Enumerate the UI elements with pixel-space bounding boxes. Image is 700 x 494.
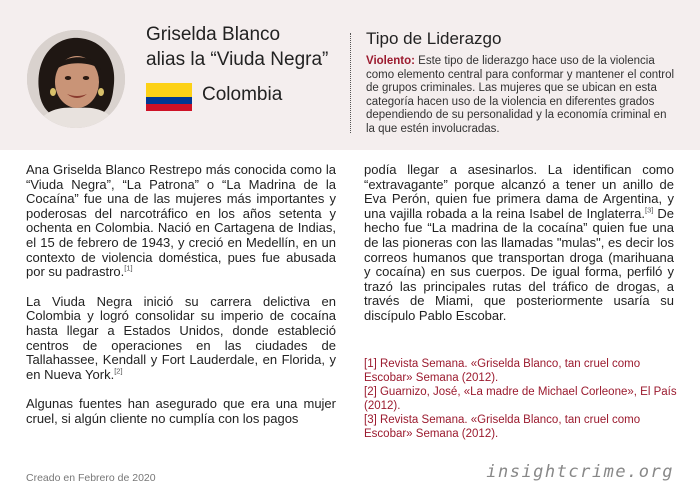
name-line-1: Griselda Blanco: [146, 24, 281, 45]
paragraph-4-text-b: De hecho fue “La madrina de la cocaína” quien fue una de las pioneras con las llamadas "mulas", es decir los correos humanos que transportan droga (marihuana y cocaína) en sus cuerpos. De igual forma, perfiló y trazó las principales rutas del tráfico de drogas, a través de Miami, que posteriormente usaría su discípulo Pablo Escobar.: [364, 205, 675, 323]
creation-date: Creado en Febrero de 2020: [26, 472, 156, 484]
paragraph-4: [364, 163, 674, 324]
leadership-type-label: Violento:: [366, 55, 415, 67]
leadership-type-text: Este tipo de liderazgo hace uso de la violencia como elemento central para conformar y mantener el control de grupos criminales. Las mujeres que se ubican en esta categoría hacen uso de la violencia en diferentes grados dependiendo de su personalidad y la economía criminal en la que estén involucradas.: [366, 55, 675, 135]
leadership-description: [366, 55, 676, 137]
paragraph-3: [26, 397, 336, 426]
country-label: Colombia: [202, 84, 283, 105]
body-column-left: [26, 163, 336, 442]
paragraph-1-text: Ana Griselda Blanco Restrepo más conocida como la “Viuda Negra”, “La Patrona” o “La Madrina de la Cocaína” fue una de las mujeres más importantes y poderosas del narcotráfico en los años setenta y ochenta en Colombia. Nació en Cartagena de Indias, el 15 de febrero de 1943, y creció en Medellín, en un contexto de violencia doméstica, pues fue abusada por su padrastro.: [26, 162, 336, 280]
reference-item[interactable]: [1] Revista Semana. «Griselda Blanco, tan cruel como Escobar» Semana (2012).: [364, 358, 641, 384]
footnote-ref-1[interactable]: [1]: [124, 263, 133, 273]
footnote-ref-3[interactable]: [3]: [645, 205, 654, 215]
paragraph-1: [26, 163, 336, 280]
person-name: [146, 22, 328, 72]
alias-line: alias la “Viuda Negra”: [146, 49, 329, 70]
reference-item[interactable]: [3] Revista Semana. «Griselda Blanco, tan cruel como Escobar» Semana (2012).: [364, 414, 641, 440]
brand-logo[interactable]: insightcrime.org: [486, 462, 674, 482]
colombia-flag-icon: [146, 83, 192, 111]
footnote-ref-2[interactable]: [2]: [114, 366, 123, 376]
leadership-title: Tipo de Liderazgo: [366, 29, 502, 48]
paragraph-3-text: Algunas fuentes han asegurado que era una mujer cruel, si algún cliente no cumplía con los pagos: [26, 396, 336, 426]
paragraph-2-text: La Viuda Negra inició su carrera delictiva en Colombia y logró consolidar su imperio de cocaína hasta llegar a Estados Unidos, donde estableció centros de operaciones en las ciudades de Tallahassee, Kendall y Fort Lauderdale, en Florida, y en Nueva York.: [26, 293, 336, 382]
paragraph-2: [26, 295, 336, 383]
body-column-right: [364, 163, 674, 339]
references-list: [364, 357, 684, 441]
portrait-photo: [27, 30, 125, 128]
profile-header: [0, 0, 700, 150]
reference-item[interactable]: [2] Guarnizo, José, «La madre de Michael Corleone», El País (2012).: [364, 386, 677, 412]
paragraph-4-text-a: podía llegar a asesinarlos. La identifican como “extravagante” porque alcanzó a tener un anillo de Eva Perón, quien fue primera dama de Argentina, y una vajilla robada a la reina Isabel de Inglaterra.: [364, 162, 674, 221]
header-divider: [350, 33, 351, 133]
